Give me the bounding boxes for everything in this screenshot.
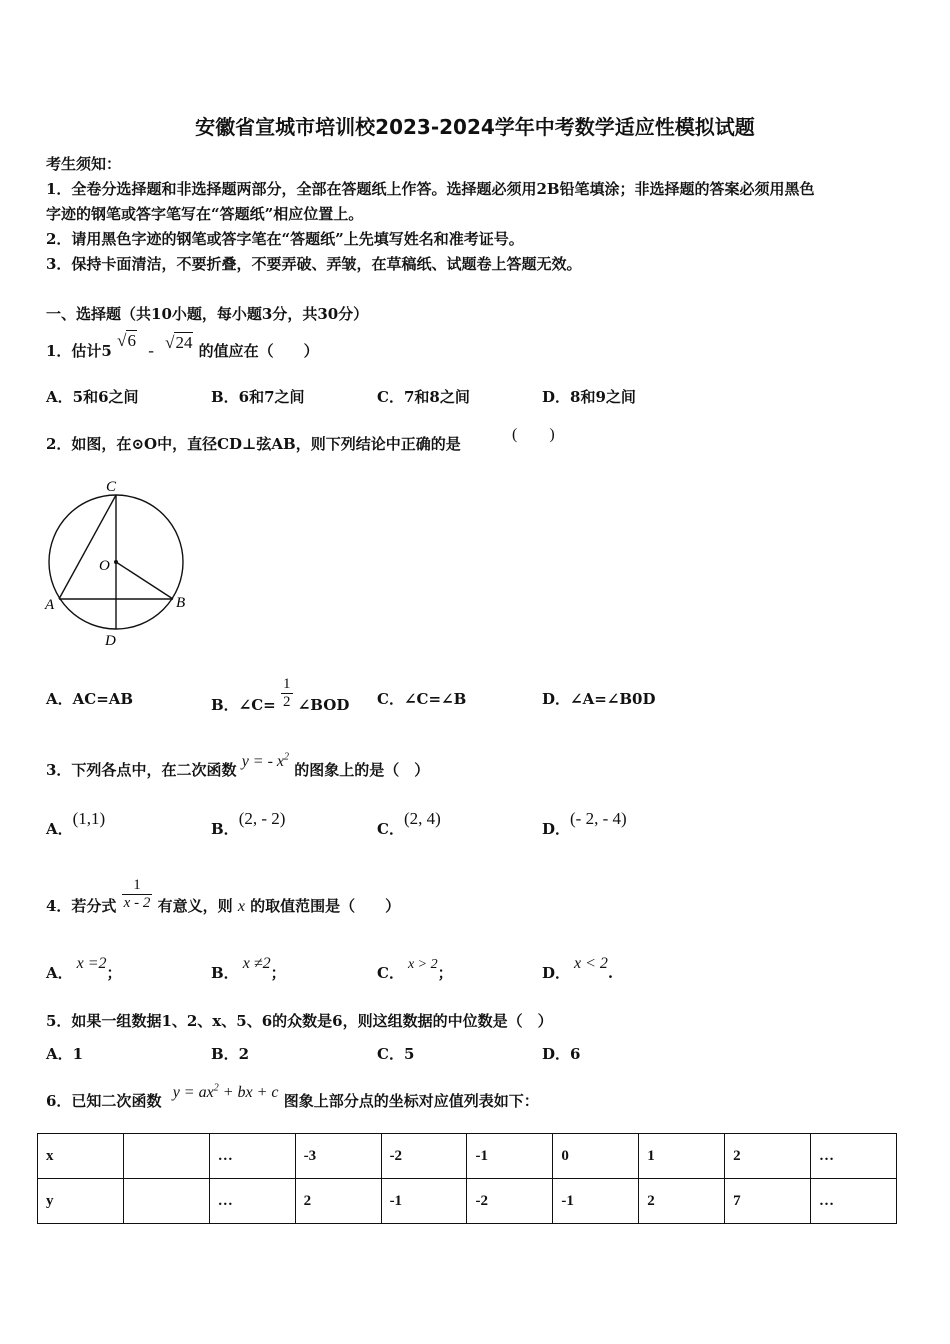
q1-suffix: 的值应在（ ） — [198, 342, 319, 360]
table-cell: -1 — [553, 1179, 639, 1224]
table-cell: … — [209, 1179, 295, 1224]
q5-option-d: D．6 — [542, 1045, 581, 1063]
q1-option-c: C．7和8之间 — [377, 388, 470, 406]
q4-option-b: B．x ≠2； — [211, 955, 286, 982]
circle-diagram — [40, 474, 200, 649]
q3-option-b: B．(2, - 2) — [211, 809, 286, 838]
q2-option-a: A．AC=AB — [46, 690, 134, 708]
q4-fraction: $\frac{1}{x - 2}$ — [123, 877, 151, 911]
table-cell: -1 — [381, 1179, 467, 1224]
q1-option-a: A．5和6之间 — [46, 388, 139, 406]
label-d: D — [105, 633, 116, 649]
notice-item-3: 3．保持卡面清洁，不要折叠，不要弄破、弄皱，在草稿纸、试题卷上答题无效。 — [46, 255, 582, 273]
label-b: B — [176, 595, 186, 611]
question-6: 6．已知二次函数 $y = ax^2$ + bx + c 图象上部分点的坐标对应值列表如下： — [46, 1082, 539, 1110]
q1-prefix: 1．估计5 — [46, 342, 112, 360]
table-cell: … — [209, 1134, 295, 1179]
label-o: O — [99, 558, 110, 574]
question-3: 3．下列各点中，在二次函数 y = - $x^2$ 的图象上的是（ ） — [46, 751, 430, 779]
q4-option-c: C． x > 2； — [377, 957, 453, 982]
q1-sqrt-24: √24 — [165, 333, 193, 352]
q4-option-d: D．x < 2. — [542, 955, 614, 982]
q3-option-a: A．(1,1) — [46, 809, 106, 838]
q1-sqrt-6: √6 — [117, 331, 136, 350]
q2-option-d: D．∠A=∠B0D — [542, 690, 656, 708]
section-heading: 一、选择题（共10小题，每小题3分，共30分） — [46, 305, 369, 323]
q3-option-c: C．(2, 4) — [377, 809, 441, 838]
notice-item-2: 2．请用黑色字迹的钢笔或答字笔在“答题纸”上先填写姓名和准考证号。 — [46, 230, 524, 248]
q5-option-c: C．5 — [377, 1045, 415, 1063]
q1-minus: - — [148, 341, 154, 360]
q5-option-a: A．1 — [46, 1045, 84, 1063]
table-cell: -2 — [467, 1179, 553, 1224]
q3-formula: y = - $x^2$ — [241, 751, 290, 770]
table-cell: -3 — [295, 1134, 381, 1179]
q4-option-a: A．x =2； — [46, 955, 122, 982]
q3-option-d: D．(- 2, - 4) — [542, 809, 627, 838]
table-cell: -2 — [381, 1134, 467, 1179]
question-4: 4．若分式 $\frac{1}{x - 2}$ 有意义，则 x 的取值范围是（ ） — [46, 877, 401, 915]
notice-item-1: 1．全卷分选择题和非选择题两部分，全部在答题纸上作答。选择题必须用2B铅笔填涂；非选择题的答案必须用黑色 — [46, 180, 815, 198]
notice-heading: 考生须知： — [46, 155, 122, 173]
q1-option-b: B．6和7之间 — [211, 388, 305, 406]
q6-formula: $y = ax^2$ + bx + c — [172, 1082, 279, 1101]
table-cell: y — [38, 1179, 124, 1224]
table-cell: 2 — [639, 1179, 725, 1224]
question-2: 2．如图，在⊙O中，直径CD⊥弦AB，则下列结论中正确的是 — [46, 435, 461, 453]
table-cell: 7 — [725, 1179, 811, 1224]
segment-ob — [116, 562, 173, 599]
q2-answer-paren: ( ) — [512, 426, 555, 443]
table-cell: … — [811, 1134, 897, 1179]
table-row — [38, 1179, 897, 1224]
question-5: 5．如果一组数据1、2、x、5、6的众数是6，则这组数据的中位数是（ ） — [46, 1012, 553, 1030]
page-title: 安徽省宣城市培训校2023-2024学年中考数学适应性模拟试题 — [195, 115, 755, 139]
table-cell: 1 — [639, 1134, 725, 1179]
question-1 — [46, 331, 319, 361]
q2-option-b: B．∠C= $\frac{1}{2}$ ∠BOD — [211, 676, 350, 714]
table-cell — [123, 1179, 209, 1224]
table-cell: … — [811, 1179, 897, 1224]
table-cell: -1 — [467, 1134, 553, 1179]
value-table — [37, 1133, 897, 1224]
table-row — [38, 1134, 897, 1179]
q2-option-c: C．∠C=∠B — [377, 690, 467, 708]
q5-option-b: B．2 — [211, 1045, 250, 1063]
q2-fraction: $\frac{1}{2}$ — [283, 676, 291, 710]
table-cell: 0 — [553, 1134, 639, 1179]
label-a: A — [45, 597, 55, 613]
center-point — [114, 560, 118, 564]
table-cell: 2 — [295, 1179, 381, 1224]
q1-option-d: D．8和9之间 — [542, 388, 636, 406]
notice-item-1-cont: 字迹的钢笔或答字笔写在“答题纸”相应位置上。 — [46, 205, 364, 223]
table-cell: 2 — [725, 1134, 811, 1179]
segment-ac — [59, 495, 116, 599]
label-c: C — [106, 479, 117, 495]
table-cell: x — [38, 1134, 124, 1179]
table-cell — [123, 1134, 209, 1179]
